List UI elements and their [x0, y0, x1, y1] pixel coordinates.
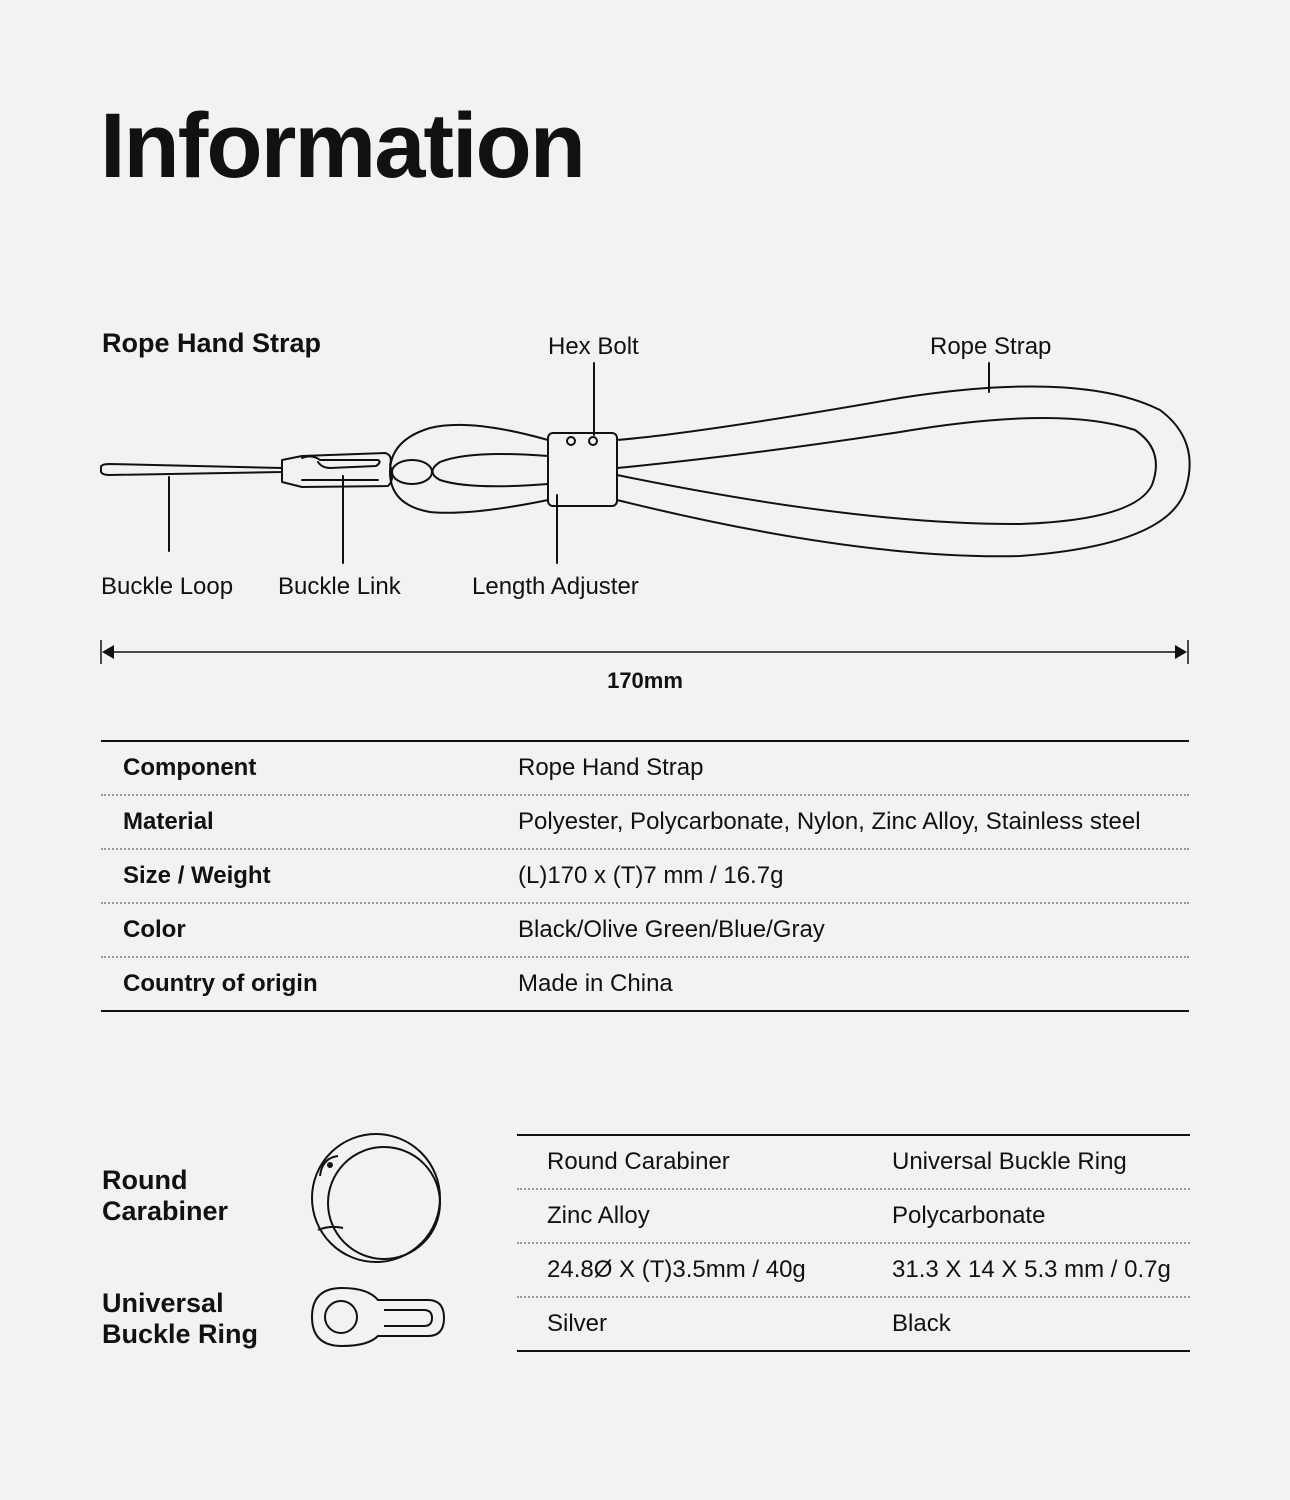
page-title: Information [100, 95, 584, 197]
buckle-ring-body [312, 1288, 444, 1346]
table-row [517, 1244, 1190, 1298]
callout-length-adjuster: Length Adjuster [472, 573, 639, 600]
callout-buckle-loop: Buckle Loop [101, 573, 234, 600]
buckle-ring-slot [384, 1310, 432, 1326]
spec-value: (L)170 x (T)7 mm / 16.7g [518, 862, 784, 889]
buckle-ring-cell: Black [892, 1310, 951, 1337]
buckle-ring-cell: Universal Buckle Ring [892, 1148, 1127, 1175]
spec-value: Rope Hand Strap [518, 754, 704, 781]
spec-label: Color [123, 916, 186, 943]
table-row [517, 1190, 1190, 1244]
spec-value: Polyester, Polycarbonate, Nylon, Zinc Alloy, Stainless steel [518, 808, 1141, 835]
spec-label: Material [123, 808, 214, 835]
section-title-rope-hand-strap: Rope Hand Strap [102, 328, 322, 358]
carabiner-cell: 24.8Ø X (T)3.5mm / 40g [547, 1256, 806, 1283]
spec-value: Black/Olive Green/Blue/Gray [518, 916, 825, 943]
buckle-ring-hole [325, 1301, 357, 1333]
accessory-table [517, 1134, 1190, 1352]
buckle-ring-label: Universal Buckle Ring [102, 1288, 259, 1349]
callout-hex-bolt: Hex Bolt [548, 333, 639, 360]
spec-value: Made in China [518, 970, 673, 997]
spec-label: Component [123, 754, 257, 781]
carabiner-cell: Round Carabiner [547, 1148, 730, 1175]
carabiner-cell: Zinc Alloy [547, 1202, 650, 1229]
table-row [517, 1136, 1190, 1190]
carabiner-cell: Silver [547, 1310, 608, 1337]
round-carabiner-inner [328, 1147, 440, 1259]
table-row [517, 1298, 1190, 1350]
round-carabiner-label: Round Carabiner [102, 1165, 229, 1226]
round-carabiner-outer [312, 1134, 440, 1262]
buckle-ring-cell: Polycarbonate [892, 1202, 1046, 1229]
buckle-ring-cell: 31.3 X 14 X 5.3 mm / 0.7g [892, 1256, 1171, 1283]
callout-buckle-link: Buckle Link [278, 573, 401, 600]
spec-label: Size / Weight [123, 862, 271, 889]
length-dimension-label: 170mm [607, 668, 683, 693]
callout-rope-strap: Rope Strap [930, 333, 1052, 360]
spec-label: Country of origin [123, 970, 318, 997]
